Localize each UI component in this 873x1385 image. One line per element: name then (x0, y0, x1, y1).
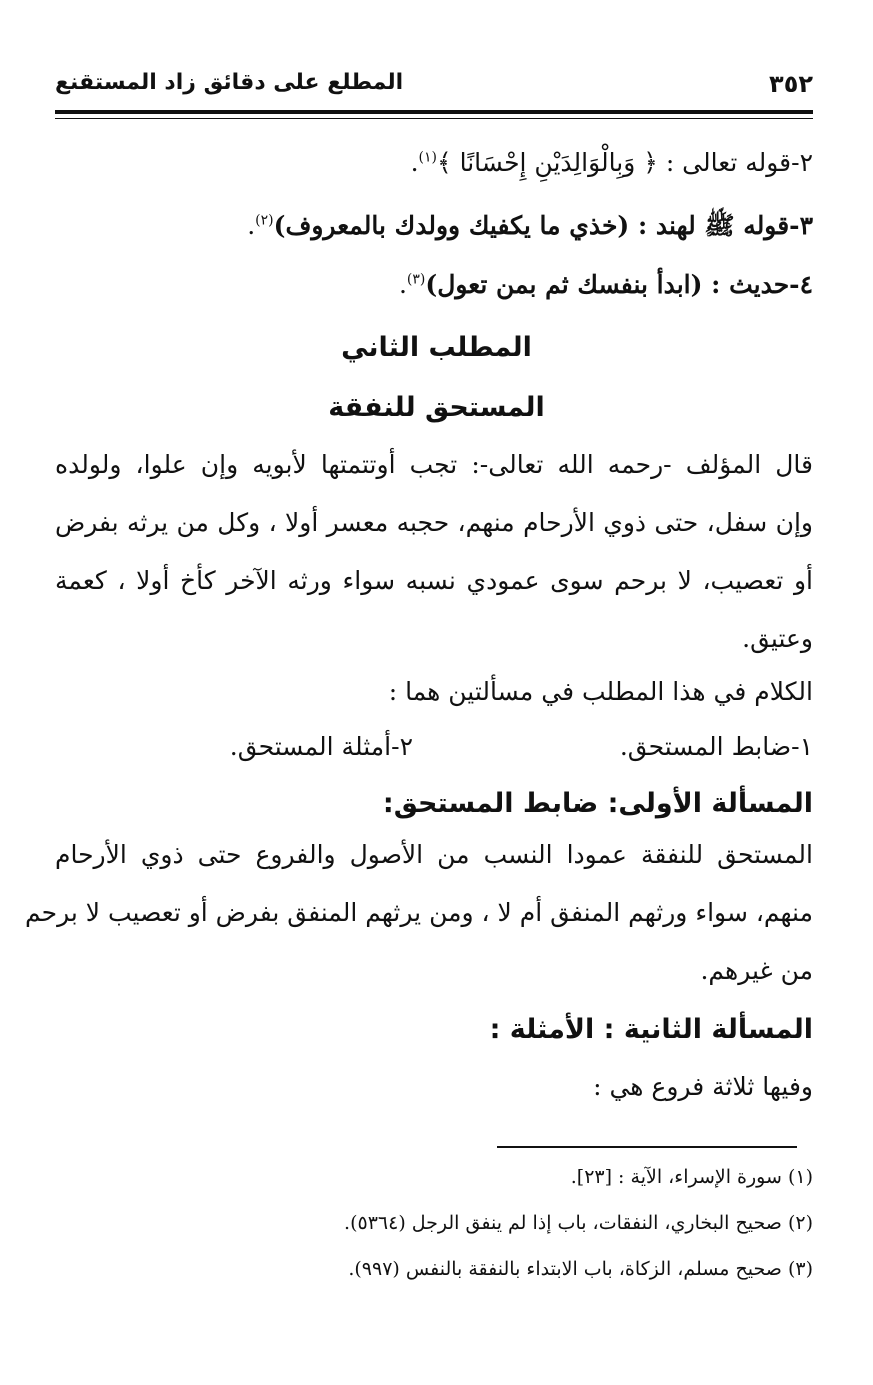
author-text-line: قال المؤلف -رحمه الله تعالى-: تجب أوتتمتها لأبويه وإن علوا، ولولده (55, 450, 813, 479)
footnote-1: (١) سورة الإسراء، الآية : [٢٣]. (570, 1166, 813, 1188)
intro-line: الكلام في هذا المطلب في مسألتين هما : (388, 677, 813, 706)
footnote-separator (497, 1146, 797, 1148)
evidence-end: . (410, 148, 419, 177)
issue1-text-line: منهم، سواء ورثهم المنفق أم لا ، ومن يرثهم المنفق بفرض أو تعصيب لا برحم (24, 898, 813, 927)
page-header (55, 62, 813, 106)
issue2-intro: وفيها ثلاثة فروع هي : (593, 1072, 813, 1101)
issues-list-item-1: ١-ضابط المستحق. (619, 732, 813, 761)
author-text-line: أو تعصيب، لا برحم سوى عمودي نسبه سواء ورثه الآخر كأخ أولا ، كعمة (55, 566, 813, 595)
footnote-2: (٢) صحيح البخاري، النفقات، باب إذا لم ينفق الرجل (٥٣٦٤). (344, 1212, 813, 1234)
section-subheading: المستحق للنفقة (328, 392, 545, 423)
issue1-heading: المسألة الأولى: ضابط المستحق: (382, 788, 813, 819)
evidence-line-2 (411, 148, 813, 177)
evidence-end: . (247, 211, 256, 240)
footnote-3: (٣) صحيح مسلم، الزكاة، باب الابتداء بالنفقة بالنفس (٩٩٧). (348, 1258, 813, 1280)
evidence-line-3 (247, 210, 813, 247)
page-number: ٣٥٢ (769, 70, 813, 98)
evidence-text: ٤-حديث : (ابدأ بنفسك ثم بمن تعول) (425, 270, 813, 299)
evidence-text: ٣-قوله ﷺ لهند : (خذي ما يكفيك وولدك بالمعروف) (273, 211, 813, 240)
evidence-line-4 (399, 270, 813, 299)
section-heading: المطلب الثاني (341, 332, 532, 363)
issue1-text-line: المستحق للنفقة عمودا النسب من الأصول والفروع حتى ذوي الأرحام (55, 840, 813, 869)
issues-list-item-2: ٢-أمثلة المستحق. (229, 732, 413, 761)
header-rule-thick (55, 110, 813, 114)
author-text-line: وإن سفل، حتى ذوي الأرحام منهم، حجبه معسر أولا ، وكل من يرثه بفرض (55, 508, 813, 537)
author-text-line: وعتيق. (742, 624, 813, 653)
issue2-heading: المسألة الثانية : الأمثلة : (489, 1014, 813, 1045)
header-rule-thin (55, 118, 813, 119)
evidence-end: . (398, 270, 407, 299)
footnote-ref: (٣) (406, 271, 426, 288)
evidence-text: ٢-قوله تعالى : ﴿ وَبِالْوَالِدَيْنِ إِحْسَانًا ﴾ (436, 148, 813, 177)
issue1-text-line: من غيرهم. (700, 956, 813, 985)
footnote-ref: (١) (418, 149, 437, 166)
footnote-ref: (٢) (255, 212, 274, 229)
running-title: المطلع على دقائق زاد المستقنع (55, 70, 404, 95)
